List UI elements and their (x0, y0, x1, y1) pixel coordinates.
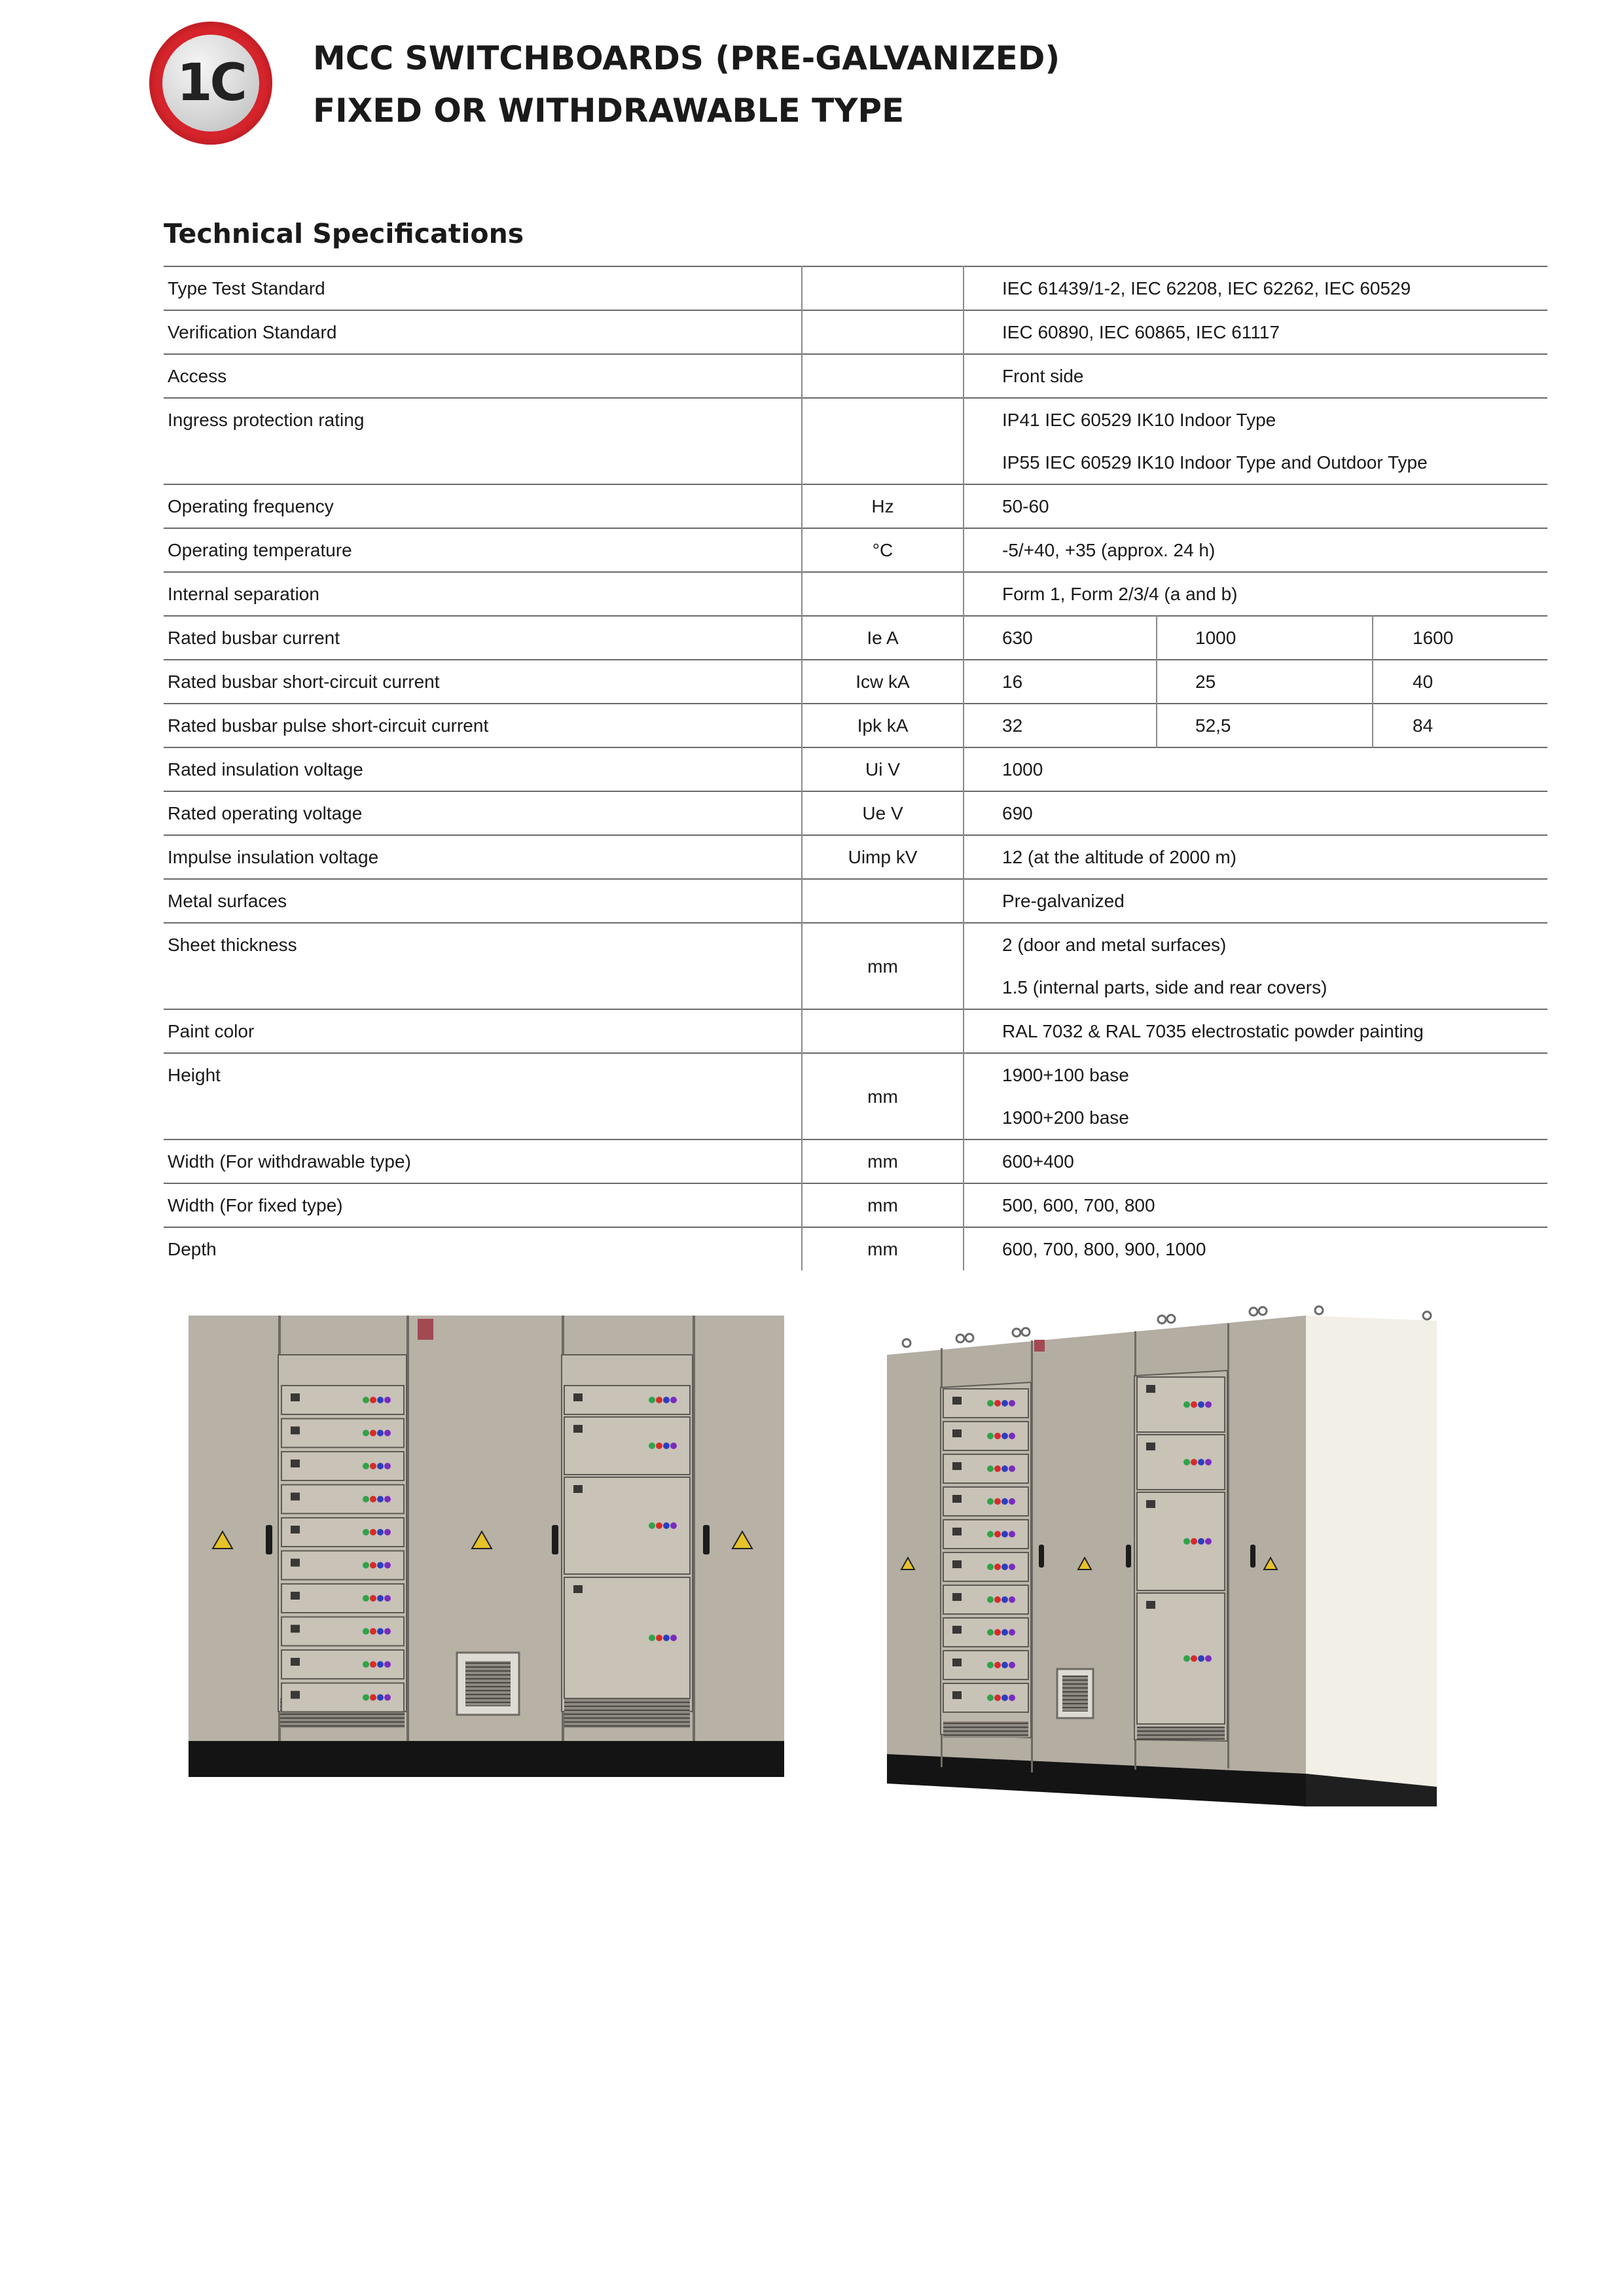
value-cell (964, 1009, 1547, 1053)
unit-cell: °C (802, 528, 964, 572)
parameter-cell: Width (For withdrawable type) (164, 1139, 802, 1183)
value-cell (964, 1183, 1547, 1227)
value-cell: 52,5 (1157, 704, 1373, 747)
spec-table (164, 266, 1547, 1270)
unit-cell (802, 354, 964, 398)
drawer-modules-right (1137, 1377, 1225, 1724)
value-line: 50-60 (1002, 496, 1049, 516)
value-line: -5/+40, +35 (approx. 24 h) (1002, 540, 1216, 560)
value-cell (964, 791, 1547, 835)
parameter-cell: Rated busbar pulse short-circuit current (164, 704, 802, 747)
parameter-cell: Depth (164, 1227, 802, 1270)
unit-cell: mm (802, 923, 964, 1009)
parameter-cell: Paint color (164, 1009, 802, 1053)
value-cell (964, 1139, 1547, 1183)
page-title-line-2: FIXED OR WITHDRAWABLE TYPE (313, 92, 905, 130)
value-cell: 630 (964, 616, 1157, 660)
spec-table-body (164, 266, 1547, 1270)
unit-cell: mm (802, 1053, 964, 1139)
table-row (164, 923, 1547, 1009)
value-line: IEC 61439/1-2, IEC 62208, IEC 62262, IEC 60529 (1002, 278, 1411, 298)
table-row (164, 1183, 1547, 1227)
unit-cell: Ipk kA (802, 704, 964, 747)
value-cell (964, 879, 1547, 923)
value-cell (964, 572, 1547, 616)
parameter-cell: Internal separation (164, 572, 802, 616)
table-row (164, 660, 1547, 704)
table-row (164, 398, 1547, 484)
parameter-cell: Width (For fixed type) (164, 1183, 802, 1227)
section-badge-inner (162, 35, 259, 132)
value-cell: 32 (964, 704, 1157, 747)
value-cell: 16 (964, 660, 1157, 704)
parameter-cell: Metal surfaces (164, 879, 802, 923)
value-line: 600+400 (1002, 1151, 1074, 1172)
value-line: 2 (door and metal surfaces) (1002, 935, 1227, 955)
table-row (164, 1227, 1547, 1270)
table-row (164, 835, 1547, 879)
parameter-cell: Impulse insulation voltage (164, 835, 802, 879)
value-line: IEC 60890, IEC 60865, IEC 61117 (1002, 322, 1280, 342)
value-line: Form 1, Form 2/3/4 (a and b) (1002, 584, 1238, 604)
value-line: Front side (1002, 366, 1084, 386)
value-cell (964, 923, 1547, 1009)
value-line: 500, 600, 700, 800 (1002, 1195, 1155, 1215)
value-cell: 84 (1413, 715, 1434, 736)
value-line: 1900+100 base (1002, 1065, 1129, 1085)
door-handle (703, 1525, 710, 1554)
value-line: 600, 700, 800, 900, 1000 (1002, 1239, 1206, 1259)
cabinet-side (1306, 1316, 1437, 1787)
value-cell (964, 484, 1547, 528)
value-line: 12 (at the altitude of 2000 m) (1002, 847, 1236, 867)
unit-cell: mm (802, 1183, 964, 1227)
page-title-line-1: MCC SWITCHBOARDS (PRE-GALVANIZED) (313, 39, 1060, 77)
unit-cell: Ue V (802, 791, 964, 835)
door-handle (552, 1525, 558, 1554)
table-row (164, 310, 1547, 354)
value-line: 690 (1002, 803, 1033, 823)
value-cell (964, 310, 1547, 354)
table-row (164, 879, 1547, 923)
bottom-vent-right (564, 1698, 690, 1728)
parameter-cell: Rated busbar current (164, 616, 802, 660)
unit-cell: Ie A (802, 616, 964, 660)
value-line: 1000 (1002, 759, 1043, 780)
unit-cell: Ui V (802, 747, 964, 791)
door-handle (1250, 1545, 1255, 1568)
drawer-modules-right (564, 1386, 690, 1698)
table-row (164, 1009, 1547, 1053)
parameter-cell: Operating temperature (164, 528, 802, 572)
value-cell (964, 266, 1547, 310)
value-cell: 40 (1413, 672, 1434, 692)
table-row (164, 528, 1547, 572)
table-row (164, 791, 1547, 835)
parameter-cell: Ingress protection rating (164, 398, 802, 484)
parameter-cell: Height (164, 1053, 802, 1139)
switchboard-perspective-photo (887, 1302, 1437, 1806)
value-line: RAL 7032 & RAL 7035 electrostatic powder painting (1002, 1021, 1424, 1041)
value-line: Pre-galvanized (1002, 891, 1125, 911)
unit-cell (802, 310, 964, 354)
parameter-cell: Rated insulation voltage (164, 747, 802, 791)
unit-cell (802, 1009, 964, 1053)
parameter-cell: Rated busbar short-circuit current (164, 660, 802, 704)
table-row (164, 1139, 1547, 1183)
value-cell (964, 528, 1547, 572)
value-cell (964, 1053, 1547, 1139)
unit-cell (802, 572, 964, 616)
section-badge (149, 22, 272, 145)
switchboard-front-photo (189, 1309, 784, 1777)
table-row (164, 572, 1547, 616)
parameter-cell: Rated operating voltage (164, 791, 802, 835)
door-handle (266, 1525, 272, 1554)
section-title: Technical Specifications (164, 218, 524, 249)
parameter-cell: Operating frequency (164, 484, 802, 528)
value-cell: 1600 (1413, 628, 1454, 648)
value-line: IP41 IEC 60529 IK10 Indoor Type (1002, 410, 1276, 430)
value-cell (964, 1227, 1547, 1270)
parameter-cell: Type Test Standard (164, 266, 802, 310)
value-cell: 25 (1157, 660, 1373, 704)
cabinet-label-plate (418, 1319, 433, 1340)
value-cell (964, 398, 1547, 484)
parameter-cell: Sheet thickness (164, 923, 802, 1009)
table-row (164, 747, 1547, 791)
unit-cell: Icw kA (802, 660, 964, 704)
value-cell: 1000 (1157, 616, 1373, 660)
value-line: 1900+200 base (1002, 1107, 1129, 1128)
unit-cell: Hz (802, 484, 964, 528)
unit-cell (802, 266, 964, 310)
section-badge-label: 1C (177, 54, 245, 113)
value-cell (964, 354, 1547, 398)
table-row (164, 704, 1547, 747)
door-handle (1039, 1545, 1044, 1568)
table-row (164, 616, 1547, 660)
table-row (164, 484, 1547, 528)
unit-cell (802, 398, 964, 484)
unit-cell (802, 879, 964, 923)
table-row (164, 266, 1547, 310)
parameter-cell: Verification Standard (164, 310, 802, 354)
unit-cell: mm (802, 1227, 964, 1270)
table-row (164, 354, 1547, 398)
value-line: IP55 IEC 60529 IK10 Indoor Type and Outdoor Type (1002, 452, 1428, 473)
table-row (164, 1053, 1547, 1139)
value-cell (964, 835, 1547, 879)
unit-cell: Uimp kV (802, 835, 964, 879)
value-line: 1.5 (internal parts, side and rear covers) (1002, 977, 1327, 997)
cabinet-base (189, 1741, 784, 1777)
unit-cell: mm (802, 1139, 964, 1183)
parameter-cell: Access (164, 354, 802, 398)
value-cell (964, 747, 1547, 791)
door-handle (1126, 1545, 1131, 1568)
